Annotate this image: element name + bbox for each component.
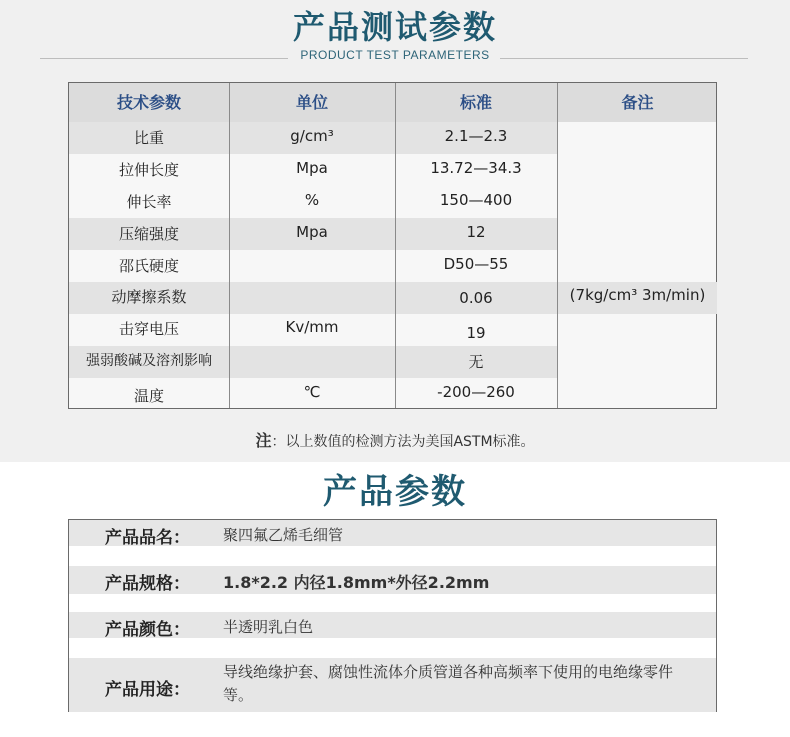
unit-cell: Mpa [296, 223, 328, 241]
param-cell: 强弱酸碱及溶剂影响 [86, 353, 212, 369]
product-name-label: 产品品名： [105, 528, 190, 548]
section-title: 产品参数 [323, 472, 467, 512]
footnote [0, 428, 790, 451]
param-cell: 温度 [133, 387, 164, 405]
subtitle-rule-right [500, 58, 748, 59]
param-cell: 伸长率 [126, 193, 172, 211]
product-usage-label: 产品用途： [105, 680, 190, 700]
unit-cell: Kv/mm [285, 318, 339, 336]
standard-cell: 19 [466, 324, 486, 342]
product-color-label: 产品颜色： [105, 620, 190, 640]
param-cell: 拉伸长度 [118, 161, 179, 179]
product-spec-label: 产品规格： [105, 574, 190, 594]
page-subtitle: PRODUCT TEST PARAMETERS [300, 48, 490, 62]
standard-cell: D50—55 [443, 255, 509, 273]
param-cell: 比重 [133, 129, 164, 147]
page-title: 产品测试参数 [292, 8, 497, 46]
footnote-text: ：以上数值的检测方法为美国ASTM标准。 [271, 434, 535, 450]
unit-cell: Mpa [296, 159, 328, 177]
param-cell: 击穿电压 [118, 320, 179, 338]
column-divider [557, 83, 558, 408]
standard-cell: 12 [466, 223, 486, 241]
header-param: 技术参数 [116, 93, 181, 112]
test-parameters-table [68, 82, 717, 409]
header-unit: 单位 [295, 93, 328, 112]
standard-cell: -200—260 [437, 383, 515, 401]
standard-cell: 0.06 [459, 289, 493, 307]
standard-cell: 150—400 [439, 191, 513, 209]
param-cell: 动摩擦系数 [111, 288, 187, 306]
unit-cell: ℃ [303, 383, 321, 401]
unit-cell: % [304, 191, 320, 209]
param-cell: 压缩强度 [118, 225, 179, 243]
product-name-value: 聚四氟乙烯毛细管 [223, 526, 344, 544]
remark-cell: (7kg/cm³ 3m/min) [569, 286, 706, 304]
footnote-prefix: 注 [255, 431, 272, 450]
unit-cell: g/cm³ [290, 127, 334, 145]
product-usage-value: 导线绝缘护套、腐蚀性流体介质管道各种高频率下使用的电绝缘零件等。 [223, 663, 674, 704]
standard-cell: 13.72—34.3 [430, 159, 522, 177]
standard-cell: 2.1—2.3 [444, 127, 508, 145]
header-standard: 标准 [459, 93, 492, 112]
header-remark: 备注 [621, 93, 654, 112]
product-color-value: 半透明乳白色 [223, 618, 314, 636]
standard-cell: 无 [468, 353, 484, 371]
param-cell: 邵氏硬度 [118, 257, 179, 275]
product-parameters-table [68, 519, 717, 712]
product-spec-value: 1.8*2.2 内径1.8mm*外径2.2mm [223, 573, 490, 592]
